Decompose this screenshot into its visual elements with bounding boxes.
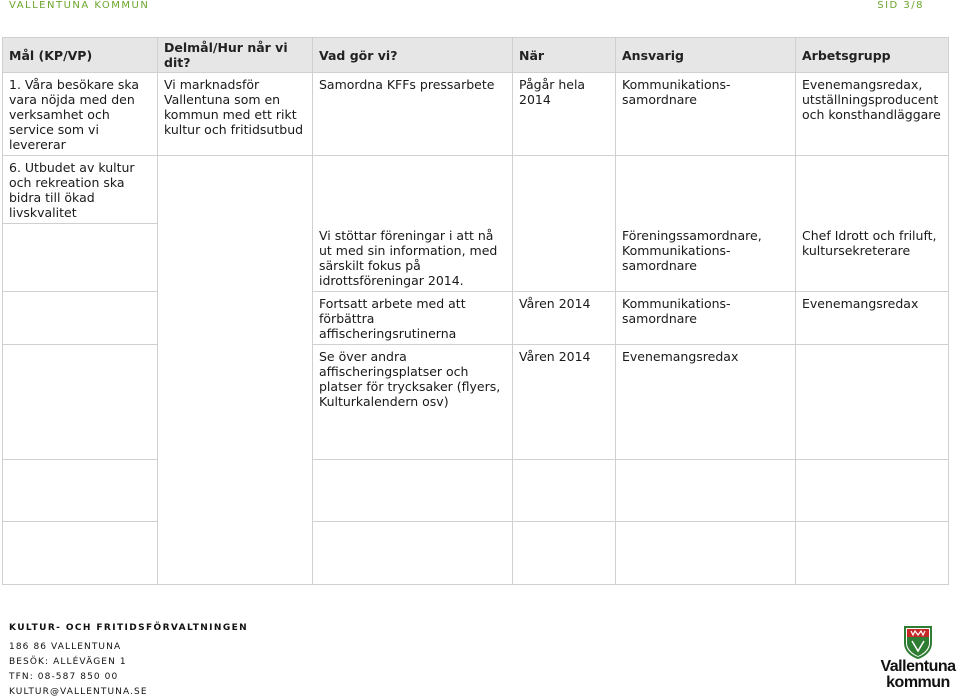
table-row — [3, 459, 949, 521]
column-header-goal: Mål (KP/VP) — [3, 38, 158, 73]
cell-when — [513, 459, 616, 521]
page-header — [0, 0, 960, 14]
cell-responsible — [616, 521, 796, 584]
cell-when — [513, 156, 616, 224]
cell-when: Pågår hela 2014 — [513, 73, 616, 156]
table-row — [3, 521, 949, 584]
cell-action: Se över andra affischeringsplatser och platser för trycksaker (flyers, Kulturkalendern osv) — [313, 344, 513, 459]
cell-action: Samordna KFFs pressarbete — [313, 73, 513, 156]
cell-action — [313, 156, 513, 224]
cell-group — [796, 156, 949, 224]
page-footer — [9, 623, 248, 700]
page-number: SID 3/8 — [877, 0, 924, 11]
cell-action: Vi stöttar föreningar i att nå ut med sin information, med särskilt fokus på idrottsföreningar 2014. — [313, 224, 513, 292]
cell-action — [313, 459, 513, 521]
cell-when — [513, 224, 616, 292]
brand-name: VALLENTUNA KOMMUN — [9, 0, 150, 11]
column-header-responsible: Ansvarig — [616, 38, 796, 73]
table-header-row — [3, 38, 949, 73]
cell-goal: 6. Utbudet av kultur och rekreation ska bidra till ökad livskvalitet — [3, 156, 158, 224]
cell-when: Våren 2014 — [513, 344, 616, 459]
cell-responsible: Kommunikations-samordnare — [616, 291, 796, 344]
table-row — [3, 156, 949, 224]
column-header-subgoal: Delmål/Hur når vi dit? — [158, 38, 313, 73]
cell-when: Våren 2014 — [513, 291, 616, 344]
footer-organization: KULTUR- OCH FRITIDSFÖRVALTNINGEN — [9, 623, 249, 633]
table-row — [3, 224, 949, 292]
logo-text-line2: kommun — [886, 674, 950, 691]
cell-goal — [3, 224, 158, 292]
cell-responsible — [616, 459, 796, 521]
cell-group: Evenemangsredax, utställningsproducent och konsthandläggare — [796, 73, 949, 156]
cell-goal — [3, 291, 158, 344]
municipality-logo — [879, 625, 957, 695]
cell-group — [796, 344, 949, 459]
cell-goal: 1. Våra besökare ska vara nöjda med den verksamhet och service som vi levererar — [3, 73, 158, 156]
cell-goal — [3, 459, 158, 521]
coat-of-arms-icon — [903, 625, 933, 659]
footer-address: 186 86 VALLENTUNA — [9, 642, 122, 652]
plan-table — [2, 37, 949, 585]
cell-responsible: Föreningssamordnare, Kommunikations-samordnare — [616, 224, 796, 292]
footer-phone: TFN: 08-587 850 00 — [9, 672, 119, 682]
footer-visit-address: BESÖK: ALLÉVÄGEN 1 — [9, 657, 127, 667]
cell-group — [796, 521, 949, 584]
table-row — [3, 291, 949, 344]
column-header-when: När — [513, 38, 616, 73]
cell-action — [313, 521, 513, 584]
cell-responsible: Evenemangsredax — [616, 344, 796, 459]
cell-action: Fortsatt arbete med att förbättra affischeringsrutinerna — [313, 291, 513, 344]
cell-group: Chef Idrott och friluft, kultursekreterare — [796, 224, 949, 292]
column-header-group: Arbetsgrupp — [796, 38, 949, 73]
cell-group — [796, 459, 949, 521]
table-row — [3, 73, 949, 156]
logo-text-line1: Vallentuna — [880, 658, 956, 675]
cell-goal — [3, 344, 158, 459]
cell-responsible: Kommunikations-samordnare — [616, 73, 796, 156]
column-header-action: Vad gör vi? — [313, 38, 513, 73]
table-row — [3, 344, 949, 459]
cell-group: Evenemangsredax — [796, 291, 949, 344]
cell-subgoal — [158, 156, 313, 585]
cell-subgoal: Vi marknadsför Vallentuna som en kommun med ett rikt kultur och fritidsutbud — [158, 73, 313, 156]
cell-goal — [3, 521, 158, 584]
cell-responsible — [616, 156, 796, 224]
footer-email: KULTUR@VALLENTUNA.SE — [9, 687, 148, 697]
cell-when — [513, 521, 616, 584]
